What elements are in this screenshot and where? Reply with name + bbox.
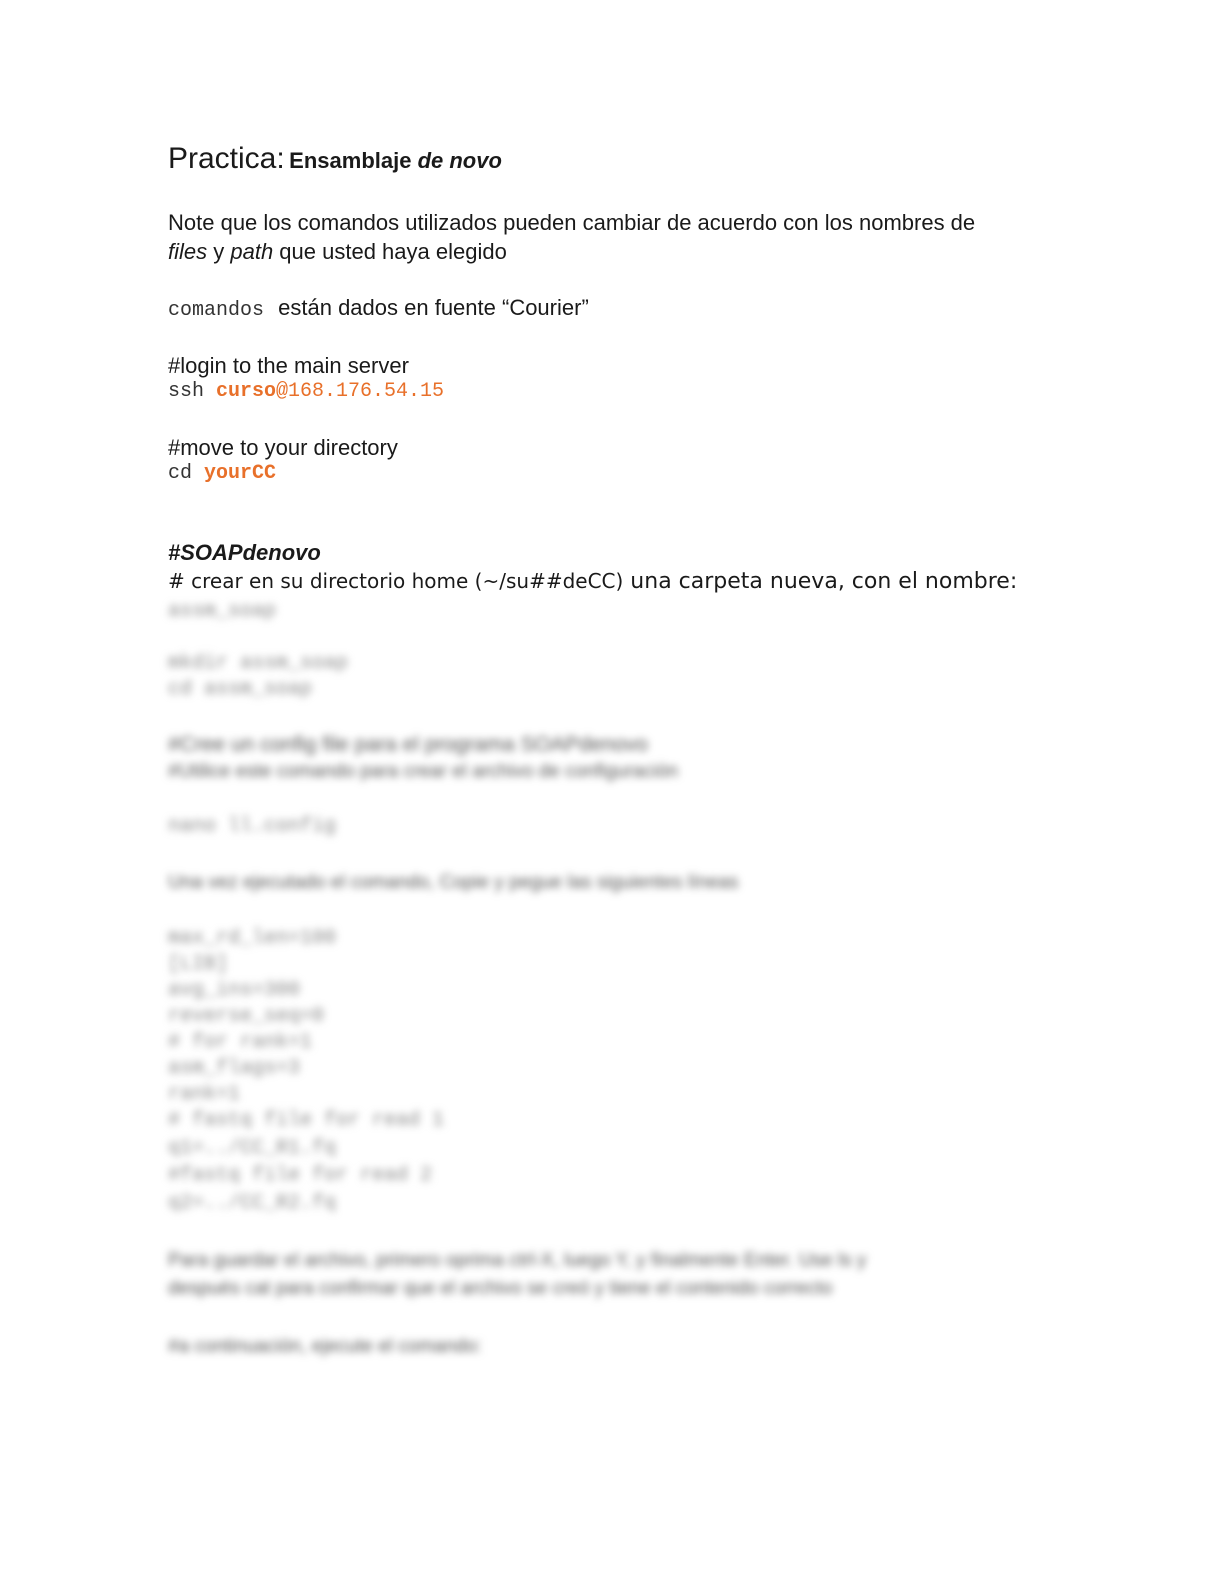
title-main: Practica: [168, 142, 285, 175]
cd-command: cd yourCC [168, 462, 277, 485]
cd-dir: yourCC [204, 462, 277, 485]
login-comment: #login to the main server [168, 353, 409, 378]
soap-heading: #SOAPdenovo [168, 540, 321, 565]
continuation-comment: #a continuación, ejecute el comando: [168, 1336, 482, 1357]
note-line-2: files y path que usted haya elegido [168, 239, 507, 264]
save-instruction-2: después cat para confirmar que el archivo se creó y tiene el contenido correcto [168, 1278, 833, 1299]
login-command: ssh curso@168.176.54.15 [168, 380, 445, 403]
config-line: # for rank=1 [168, 1031, 313, 1054]
page-title [168, 142, 502, 176]
soap-instruction: # crear en su directorio home (~/su##deCC) una carpeta nueva, con el nombre: [168, 569, 1018, 594]
ssh-user: curso [216, 380, 277, 403]
config-line: max_rd_len=100 [168, 927, 337, 950]
config-line: avg_ins=300 [168, 979, 301, 1002]
config-line: q2=../CC_R2.fq [168, 1192, 337, 1215]
folder-name: assm_soap [168, 600, 277, 623]
config-comment-1: #Cree un config file para el programa SOAPdenovo [168, 733, 648, 756]
cd-soap-command: cd assm_soap [168, 678, 313, 701]
save-instruction-1: Para guardar el archivo, primero oprima ctrl-X, luego Y, y finalmente Enter. Use ls y [168, 1250, 867, 1271]
config-line: q1=../CC_R1.fq [168, 1137, 337, 1160]
config-line: rank=1 [168, 1083, 241, 1106]
config-line: #fastq file for read 2 [168, 1164, 433, 1187]
config-line: reverse_seq=0 [168, 1005, 325, 1028]
config-line: [LIB] [168, 953, 229, 976]
ssh-host: @168.176.54.15 [276, 380, 445, 403]
nano-command: nano ll.config [168, 815, 337, 838]
copy-instruction: Una vez ejecutado el comando, Copie y pegue las siguientes líneas [168, 872, 739, 893]
config-comment-2: #Utilice este comando para crear el archivo de configuración [168, 761, 679, 782]
title-sub: Ensamblaje de novo [289, 148, 502, 173]
mkdir-command: mkdir assm_soap [168, 652, 349, 675]
note-line-1: Note que los comandos utilizados pueden cambiar de acuerdo con los nombres de [168, 210, 976, 235]
config-line: # fastq file for read 1 [168, 1109, 445, 1132]
move-comment: #move to your directory [168, 435, 398, 460]
config-line: asm_flags=3 [168, 1057, 301, 1080]
courier-note: comandos están dados en fuente “Courier” [168, 295, 589, 322]
